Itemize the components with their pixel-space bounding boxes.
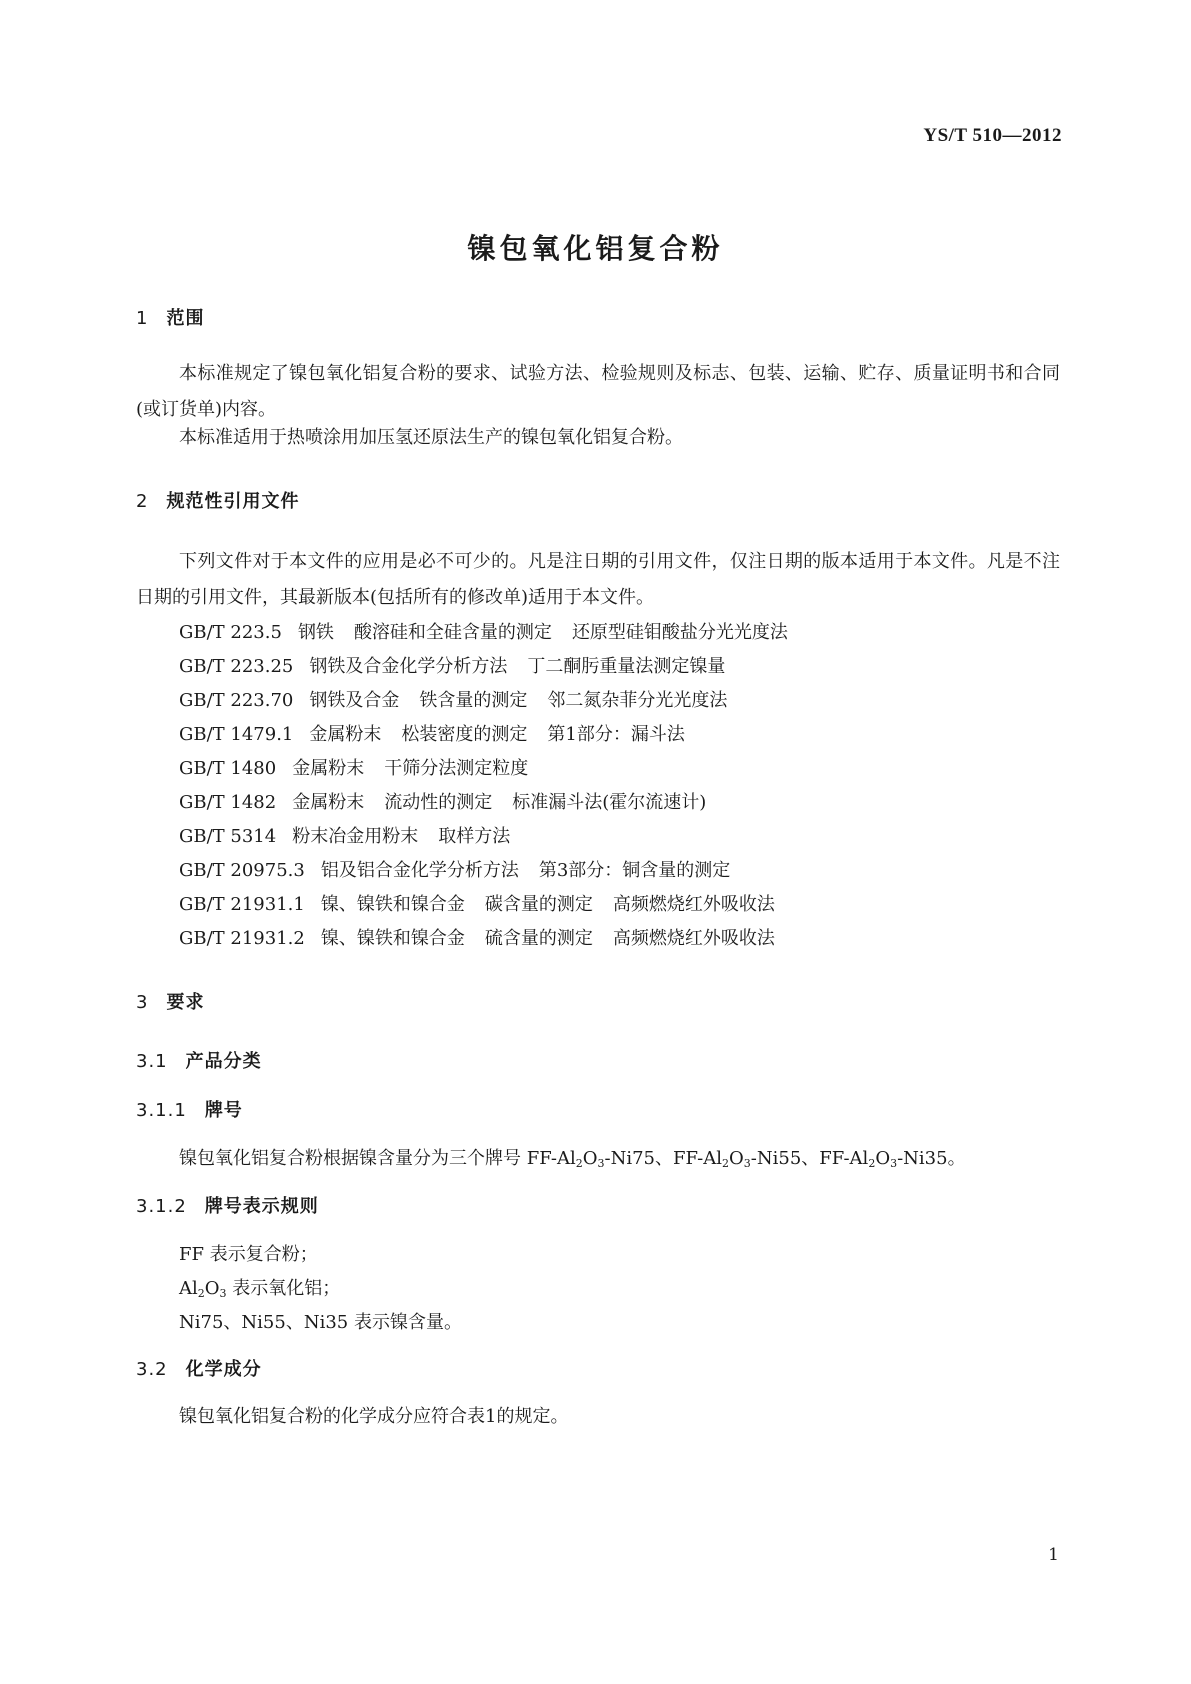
section-number: 3.2 [136, 1359, 168, 1380]
reference-title-part: 铁含量的测定 [419, 690, 528, 711]
standard-code: YS/T 510—2012 [923, 125, 1062, 146]
reference-title-part: 第1部分：漏斗法 [547, 724, 685, 745]
section-title: 化学成分 [185, 1359, 262, 1380]
reference-title-part: 金属粉末 [292, 792, 365, 813]
grade-ni35: 、$FF-Al_2O_3-Ni35$ [801, 1148, 948, 1170]
grade-ni55: 、$FF-Al_2O_3-Ni55$ [655, 1148, 802, 1170]
scope-paragraph-2: 本标准适用于热喷涂用加压氢还原法生产的镍包氧化铝复合粉。 [179, 427, 683, 448]
section-title: 牌号表示规则 [204, 1196, 319, 1217]
reference-item [179, 754, 528, 780]
reference-code: GB/T 1479.1 [179, 724, 294, 745]
reference-code: GB/T 1482 [179, 792, 277, 813]
section-3-2-heading [136, 1355, 262, 1381]
rule-al2o3: $Al_2O_3$ 表示氧化铝； [179, 1278, 341, 1300]
reference-item [179, 720, 685, 746]
reference-title-part: 金属粉末 [292, 758, 365, 779]
reference-title-part: 酸溶硅和全硅含量的测定 [353, 622, 552, 643]
section-number: 1 [136, 308, 149, 329]
reference-item [179, 890, 775, 916]
reference-title-part: 还原型硅钼酸盐分光光度法 [571, 622, 788, 643]
reference-code: GB/T 1480 [179, 758, 277, 779]
reference-item [179, 686, 727, 712]
reference-title-part: 流动性的测定 [384, 792, 493, 813]
reference-code: GB/T 20975.3 [179, 860, 305, 881]
reference-title-part: 镍、镍铁和镍合金 [320, 928, 465, 949]
section-3-heading [136, 988, 204, 1014]
reference-item [179, 618, 788, 644]
reference-item [179, 822, 510, 848]
section-title: 牌号 [204, 1100, 243, 1121]
reference-title-part: 标准漏斗法(霍尔流速计) [512, 792, 707, 813]
section-title: 范围 [166, 308, 205, 329]
section-2-heading [136, 487, 299, 513]
reference-title-part: 钢铁及合金 [309, 690, 400, 711]
section-number: 3.1 [136, 1051, 168, 1072]
reference-title-part: 碳含量的测定 [484, 894, 593, 915]
reference-title-part: 硫含量的测定 [484, 928, 593, 949]
section-number: 3 [136, 992, 149, 1013]
reference-code: GB/T 223.5 [179, 622, 282, 643]
reference-title-part: 第3部分：铜含量的测定 [538, 860, 731, 881]
chemical-composition-text: 镍包氧化铝复合粉的化学成分应符合表1的规定。 [179, 1406, 569, 1427]
reference-title-part: 钢铁及合金化学分析方法 [309, 656, 508, 677]
grade-ni75: $FF-Al_2O_3-Ni75$ [526, 1148, 656, 1170]
reference-title-part: 高频燃烧红外吸收法 [612, 928, 775, 949]
reference-title-part: 钢铁 [297, 622, 334, 643]
section-1-heading [136, 304, 204, 330]
rule-ni: Ni75、Ni55、Ni35 表示镍含量。 [179, 1312, 462, 1333]
reference-title-part: 邻二氮杂菲分光光度法 [547, 690, 728, 711]
references-intro: 下列文件对于本文件的应用是必不可少的。凡是注日期的引用文件，仅注日期的版本适用于本文件。凡是不注日期的引用文件，其最新版本(包括所有的修改单)适用于本文件。 [136, 551, 1060, 608]
reference-item [179, 924, 775, 950]
section-number: 2 [136, 491, 149, 512]
grade-text: 镍包氧化铝复合粉根据镍含量分为三个牌号 [179, 1148, 521, 1169]
reference-code: GB/T 223.25 [179, 656, 294, 677]
reference-title-part: 丁二酮肟重量法测定镍量 [527, 656, 726, 677]
section-title: 产品分类 [185, 1051, 262, 1072]
section-title: 规范性引用文件 [166, 491, 300, 512]
reference-title-part: 镍、镍铁和镍合金 [320, 894, 465, 915]
section-3-1-1-heading [136, 1096, 243, 1122]
section-number: 3.1.1 [136, 1100, 187, 1121]
reference-code: GB/T 223.70 [179, 690, 294, 711]
reference-code: GB/T 21931.1 [179, 894, 305, 915]
reference-code: GB/T 21931.2 [179, 928, 305, 949]
reference-title-part: 铝及铝合金化学分析方法 [320, 860, 519, 881]
reference-code: GB/T 5314 [179, 826, 277, 847]
section-3-1-2-heading [136, 1192, 319, 1218]
reference-title-part: 松装密度的测定 [401, 724, 528, 745]
reference-title-part: 干筛分法测定粒度 [384, 758, 529, 779]
page-number: 1 [1048, 1545, 1059, 1565]
section-3-1-heading [136, 1047, 262, 1073]
reference-title-part: 取样方法 [438, 826, 511, 847]
rule-ff: FF 表示复合粉； [179, 1244, 318, 1265]
reference-item [179, 856, 730, 882]
section-number: 3.1.2 [136, 1196, 187, 1217]
reference-item [179, 652, 725, 678]
section-title: 要求 [166, 992, 205, 1013]
scope-paragraph-1: 本标准规定了镍包氧化铝复合粉的要求、试验方法、检验规则及标志、包装、运输、贮存、质量证明书和合同(或订货单)内容。 [136, 363, 1060, 420]
reference-title-part: 金属粉末 [309, 724, 382, 745]
grade-description: 镍包氧化铝复合粉根据镍含量分为三个牌号 $FF-Al_2O_3-Ni75$、$FF-Al_2O_3-Ni55$、$FF-Al_2O_3-Ni35$。 [179, 1148, 966, 1170]
reference-title-part: 高频燃烧红外吸收法 [612, 894, 775, 915]
reference-title-part: 粉末冶金用粉末 [292, 826, 419, 847]
reference-item [179, 788, 706, 814]
document-title: 镍包氧化铝复合粉 [467, 232, 724, 265]
